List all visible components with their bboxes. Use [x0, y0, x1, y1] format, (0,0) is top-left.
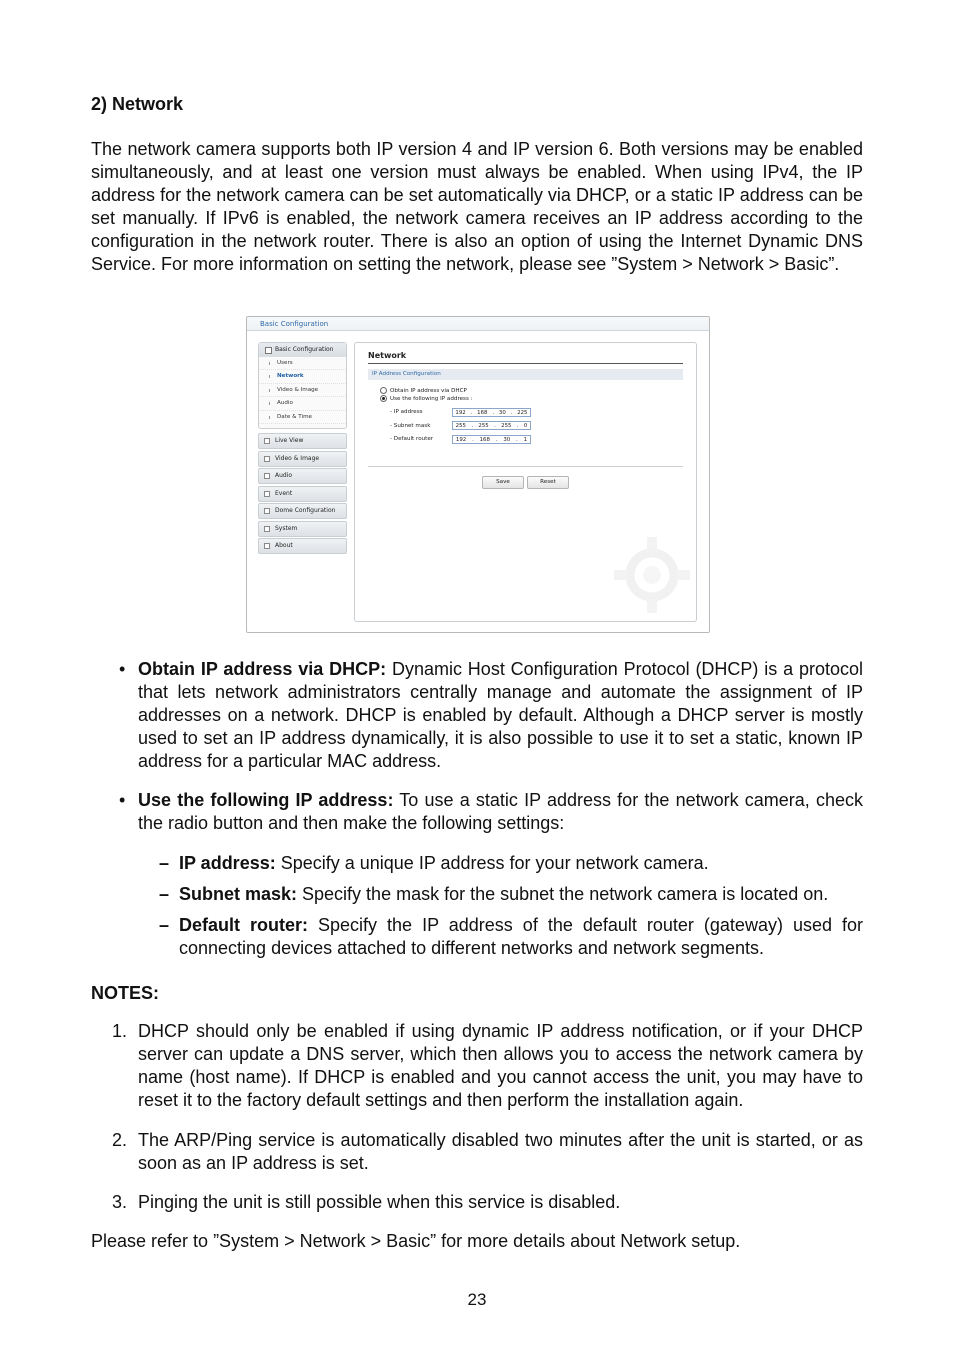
octet: 1: [523, 437, 528, 443]
menu-item-event[interactable]: [258, 486, 347, 502]
bullet-term: Use the following IP address:: [138, 790, 394, 810]
menu-item-dome-configuration[interactable]: [258, 503, 347, 519]
sub-text: Specify a unique IP address for your network camera.: [275, 853, 709, 873]
main-panel: [354, 342, 697, 622]
expand-icon: [264, 508, 270, 514]
octet: 168: [477, 410, 488, 416]
octet: 255: [501, 423, 512, 429]
bullet-text: Dynamic Host Configuration Protocol (DHCP) is a protocol that lets network administrators centrally manage and automate the assignment of IP addresses on a network. DHCP is enabled by default. Although a DHCP server is mostly used to set an IP address dynamically, it is also possible to use it to set a static, known IP address for a particular MAC address.: [138, 659, 863, 772]
gear-watermark-icon: [612, 533, 696, 617]
expand-icon: [264, 473, 270, 479]
dash-icon: –: [159, 915, 170, 935]
sub-text: Specify the mask for the subnet the network camera is located on.: [297, 884, 829, 904]
octet: 30: [503, 437, 511, 443]
note-number: 2.: [112, 1130, 128, 1150]
dash-icon: –: [159, 884, 170, 904]
subnet-mask-label: - Subnet mask: [390, 423, 431, 429]
sub-bullet-default-router: [159, 914, 863, 960]
octet: 192: [455, 410, 466, 416]
ip-address-label: - IP address: [390, 409, 423, 415]
expand-icon: [264, 438, 270, 444]
closing-sentence: Please refer to ”System > Network > Basic” for more details about Network setup.: [91, 1231, 741, 1251]
ip-address-input[interactable]: 192 . 168 . 30 . 225: [452, 408, 531, 417]
menu-item-live-view[interactable]: [258, 433, 347, 449]
sidebar-item-network[interactable]: Network: [259, 370, 346, 383]
subnet-mask-input[interactable]: 255 . 255 . 255 . 0: [452, 421, 531, 430]
sidebar: [258, 342, 347, 554]
sub-term: IP address:: [179, 853, 276, 873]
section-title: 2) Network: [91, 94, 184, 114]
window-title: Basic Configuration: [247, 317, 709, 331]
menu-label: Audio: [275, 472, 293, 479]
sub-bullet-subnet-mask: [159, 883, 863, 906]
intro-paragraph: The network camera supports both IP version 4 and IP version 6. Both versions may be enabled simultaneously, and at least one version must always be enabled. When using IPv4, the IP address for the network camera can be set automatically via DHCP, or a static IP address can be set manually. If IPv6 is enabled, the network camera receives an IP address according to the configuration in the network router. There is also an option of using the Internet Dynamic DNS Service. For more information on setting the network, please see ”System > Network > Basic”.: [91, 139, 863, 275]
menu-item-system[interactable]: [258, 521, 347, 537]
dhcp-radio-label: Obtain IP address via DHCP: [390, 388, 467, 394]
dhcp-option[interactable]: [380, 387, 467, 395]
sub-text: Specify the IP address of the default router (gateway) used for connecting devices attached to different networks and network segments.: [179, 915, 863, 959]
expand-icon: [264, 543, 270, 549]
sidebar-group-basic: [258, 342, 347, 429]
note-number: 1.: [112, 1021, 128, 1041]
reset-button[interactable]: Reset: [527, 476, 569, 489]
menu-label: Dome Configuration: [275, 507, 336, 514]
bullet-icon: •: [119, 790, 126, 810]
expand-icon: [264, 526, 270, 532]
save-button[interactable]: Save: [482, 476, 524, 489]
menu-label: About: [275, 542, 293, 549]
static-radio[interactable]: [380, 395, 387, 402]
octet: 0: [523, 423, 528, 429]
octet: 225: [517, 410, 528, 416]
static-radio-label: Use the following IP address :: [390, 396, 473, 402]
dhcp-radio[interactable]: [380, 387, 387, 394]
bullet-icon: •: [119, 659, 126, 679]
octet: 255: [478, 423, 489, 429]
octet: 30: [498, 410, 506, 416]
sidebar-item-audio[interactable]: Audio: [259, 397, 346, 410]
note-number: 3.: [112, 1192, 128, 1212]
default-router-label: - Default router: [390, 436, 434, 442]
menu-label: Video & Image: [275, 454, 320, 462]
static-option[interactable]: [380, 395, 473, 403]
notes-title: NOTES:: [91, 983, 160, 1003]
expand-icon: [264, 491, 270, 497]
menu-item-audio[interactable]: [258, 468, 347, 484]
sidebar-group-label: Basic Configuration: [275, 346, 334, 353]
note-text: The ARP/Ping service is automatically disabled two minutes after the unit is started, or as soon as an IP address is set.: [138, 1130, 863, 1174]
octet: 192: [455, 437, 467, 443]
bullet-static-ip: [119, 789, 864, 835]
title-divider: [368, 363, 683, 364]
network-config-screenshot: [246, 316, 710, 633]
form-divider: [368, 466, 683, 467]
note-item-1: [112, 1020, 863, 1112]
octet: 168: [479, 437, 490, 443]
menu-label: Event: [275, 489, 293, 497]
bullet-term: Obtain IP address via DHCP:: [138, 659, 387, 679]
note-text: DHCP should only be enabled if using dynamic IP address notification, or if your DHCP server can update a DNS server, which then allows you to access the network camera by name (host name). If DHCP is enabled and you cannot access the unit, you may have to reset it to the factory default settings and then perform the installation again.: [138, 1021, 863, 1111]
menu-item-video-image[interactable]: [258, 451, 347, 467]
bullet-text: To use a static IP address for the network camera, check the radio button and then make the following settings:: [138, 790, 864, 834]
expand-icon: [264, 456, 270, 462]
dash-icon: –: [159, 853, 170, 873]
sub-term: Default router:: [179, 915, 309, 935]
sidebar-item-video-image[interactable]: Video & Image: [259, 384, 346, 397]
page-number: 23: [467, 1290, 487, 1309]
sidebar-item-users[interactable]: Users: [259, 357, 346, 370]
menu-item-about[interactable]: [258, 538, 347, 554]
menu-label: Live View: [275, 437, 304, 444]
sidebar-item-date-time[interactable]: Date & Time: [259, 411, 346, 424]
menu-label: System: [275, 524, 298, 532]
note-item-2: [112, 1129, 863, 1175]
panel-title: Network: [368, 351, 407, 360]
sub-bullet-ip-address: [159, 852, 863, 875]
default-router-input[interactable]: 192 . 168 . 30 . 1: [452, 435, 531, 444]
section-bar: IP Address Configuration: [368, 369, 683, 380]
collapse-icon: [265, 347, 272, 354]
note-text: Pinging the unit is still possible when this service is disabled.: [138, 1192, 621, 1212]
sub-term: Subnet mask:: [179, 884, 298, 904]
bullet-dhcp: [119, 658, 863, 773]
note-item-3: [112, 1191, 863, 1214]
sidebar-group-header[interactable]: [259, 343, 346, 357]
octet: 255: [455, 423, 466, 429]
